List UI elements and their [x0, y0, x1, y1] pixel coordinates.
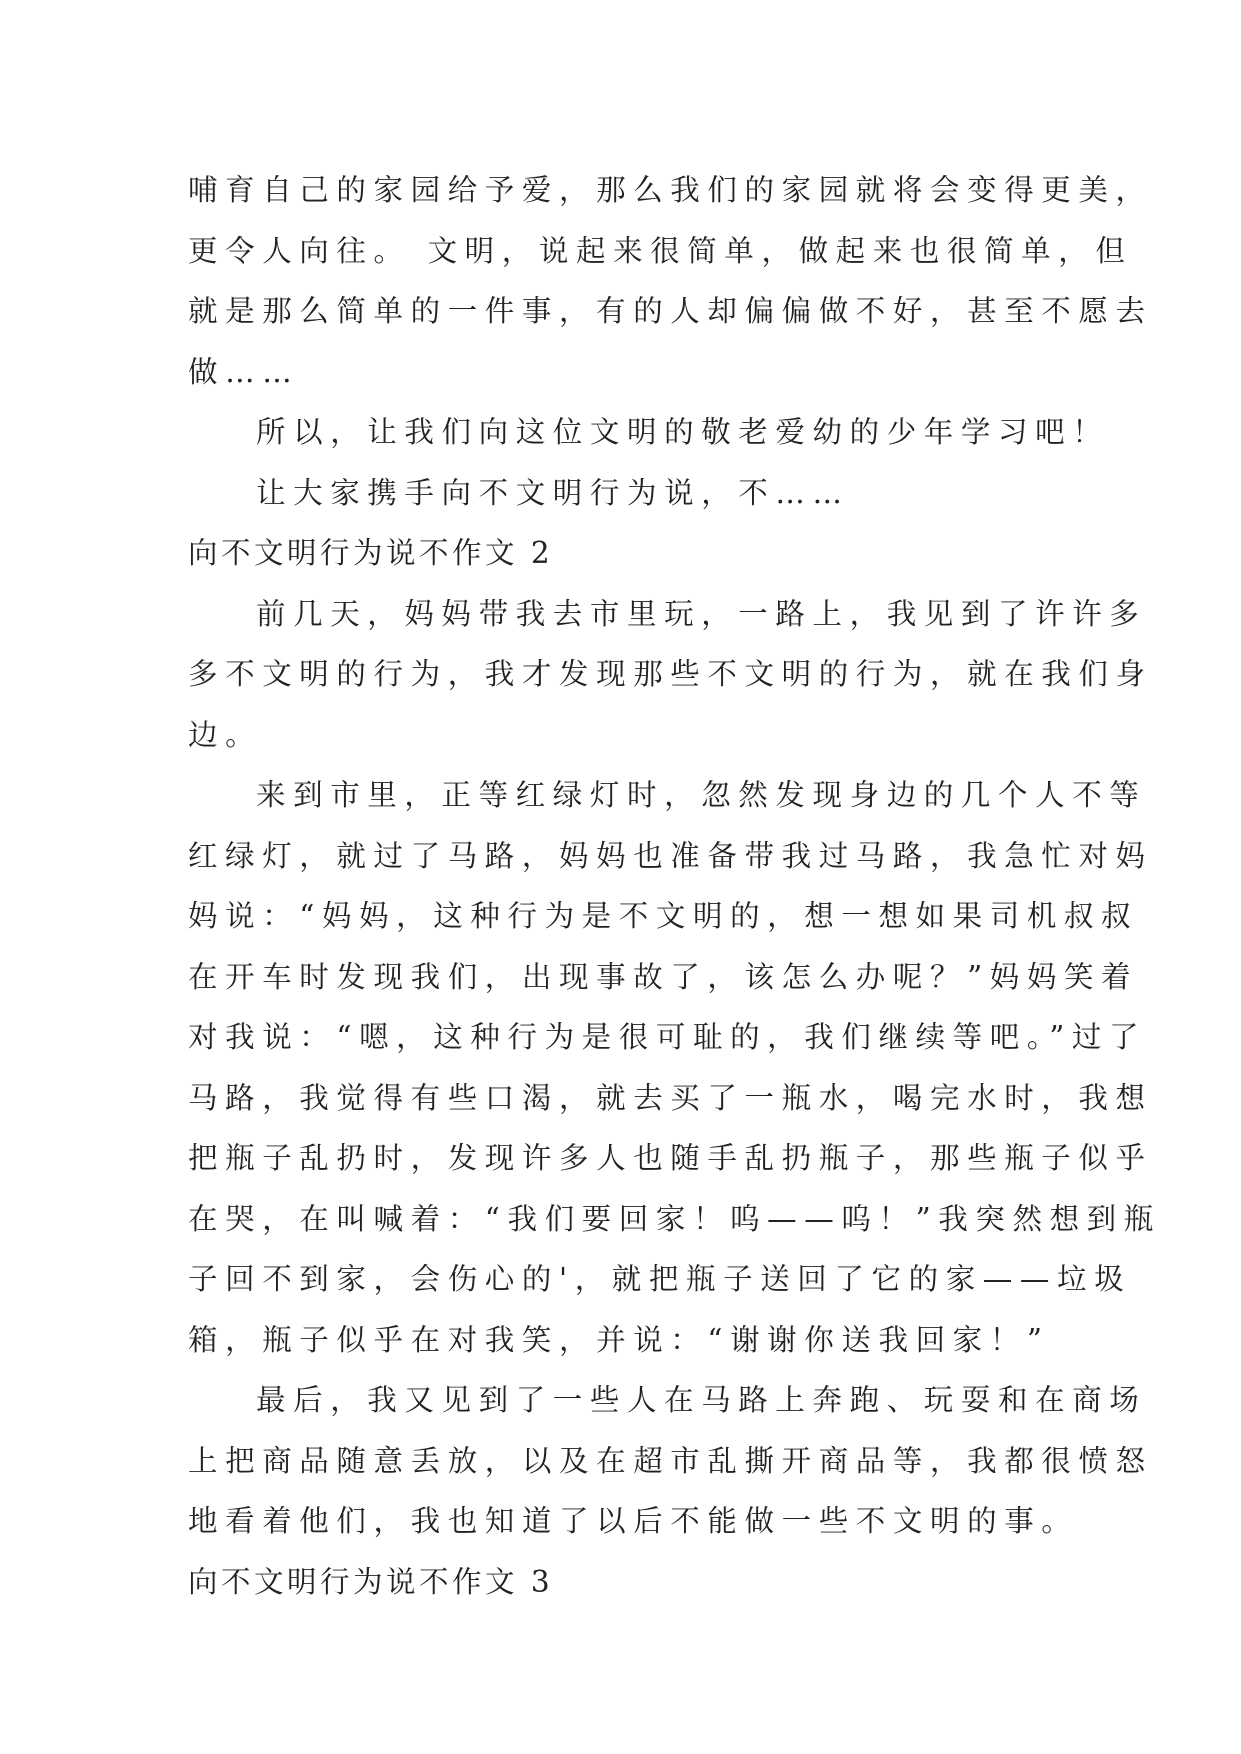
text-line: 让大家携手向不文明行为说，不……	[256, 475, 850, 510]
text-line: 马路，我觉得有些口渴，就去买了一瓶水，喝完水时，我想	[188, 1080, 1153, 1115]
text-line: 上把商品随意丢放，以及在超市乱撕开商品等，我都很愤怒	[188, 1443, 1153, 1478]
text-line: 所以，让我们向这位文明的敬老爱幼的少年学习吧！	[256, 415, 1110, 449]
section-heading: 向不文明行为说不作文 3	[188, 1564, 554, 1599]
text-line: 边。	[188, 717, 263, 752]
text-line: 把瓶子乱扔时，发现许多人也随手乱扔瓶子，那些瓶子似乎	[188, 1141, 1153, 1175]
text-line: 对我说：“嗯，这种行为是很可耻的，我们继续等吧。”过了	[188, 1020, 1147, 1054]
text-line: 子回不到家，会伤心的'，就把瓶子送回了它的家——垃圾	[188, 1262, 1132, 1296]
text-line: 在开车时发现我们，出现事故了，该怎么办呢？”妈妈笑着	[188, 959, 1139, 994]
text-line: 红绿灯，就过了马路，妈妈也准备带我过马路，我急忙对妈	[188, 838, 1153, 873]
section-heading: 向不文明行为说不作文 2	[188, 536, 554, 570]
text-line: 地看着他们，我也知道了以后不能做一些不文明的事。	[188, 1504, 1079, 1538]
text-line: 来到市里，正等红绿灯时，忽然发现身边的几个人不等	[256, 778, 1147, 812]
document-body	[188, 160, 1161, 1612]
text-line: 做……	[188, 354, 300, 389]
text-line: 前几天，妈妈带我去市里玩，一路上，我见到了许许多	[256, 596, 1147, 631]
text-line: 最后，我又见到了一些人在马路上奔跑、玩耍和在商场	[256, 1383, 1147, 1417]
text-line: 多不文明的行为，我才发现那些不文明的行为，就在我们身	[188, 657, 1153, 691]
text-line: 箱，瓶子似乎在对我笑，并说：“谢谢你送我回家！”	[188, 1322, 1050, 1357]
text-line: 就是那么简单的一件事，有的人却偏偏做不好，甚至不愿去	[188, 294, 1153, 328]
text-line: 更令人向往。 文明，说起来很简单，做起来也很简单，但	[188, 233, 1133, 268]
text-line: 妈说：“妈妈，这种行为是不文明的，想一想如果司机叔叔	[188, 899, 1139, 933]
text-line: 哺育自己的家园给予爱，那么我们的家园就将会变得更美，	[188, 173, 1153, 207]
text-line: 在哭，在叫喊着：“我们要回家！呜——呜！”我突然想到瓶	[188, 1201, 1161, 1236]
